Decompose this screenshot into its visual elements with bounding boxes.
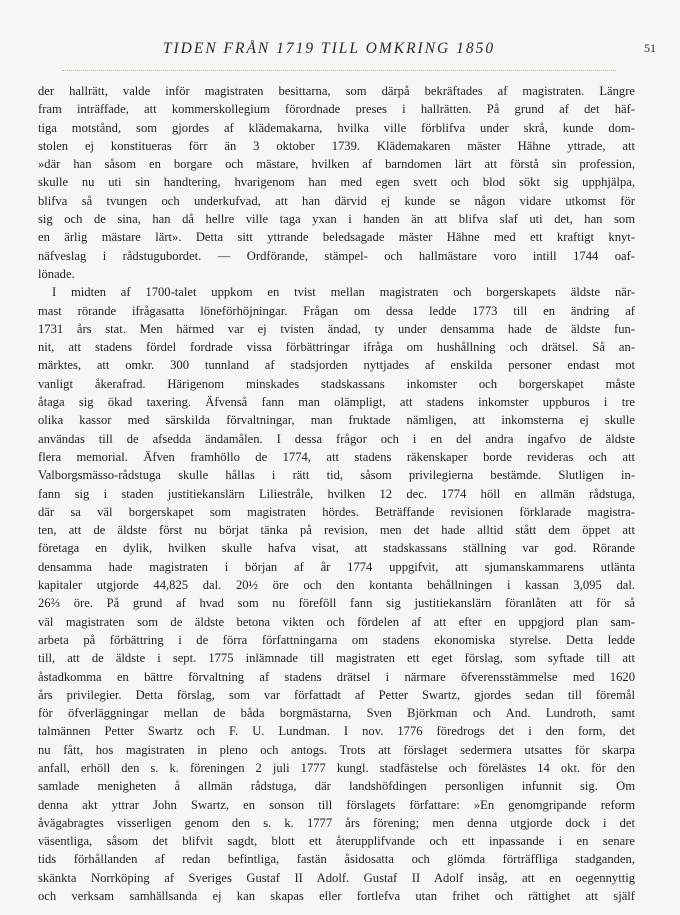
text-line: användas till de afsedda ändamålen. I dessa frågor och i en del andra ingafvo de äldste [38,431,635,446]
text-line: denna akt yttrar John Swartz, en sonson till förslagets författare: »En genomgripande reform [38,797,635,812]
text-line: näfveslag i rådstugubordet. — Ordförande, stämpel- och hallmästare voro intill 1744 oaf- [38,248,635,263]
text-line: skänkta Norrköping af Sveriges Gustaf II Adolf. Gustaf II Adolf insåg, att en oegennyttig [38,870,635,885]
text-line: för öfverläggningar mellan de båda borgmästarna, Sven Björkman och And. Lundroth, samt [38,706,635,721]
page-header [28,40,656,62]
text-line: Valborgsmässo-rådstuga skulle hållas i rätt tid, såsom privilegierna bestämde. Slutligen in- [38,468,635,483]
text-line: och verksam samhällsanda ej kan skapas eller fortlefva utan frihet och rättighet att själf [38,889,635,904]
text-line: fann sig i staden justitiekanslärn Liliestråle, hvilken 12 dec. 1774 höll en allmän rådstuga, [38,486,635,501]
text-line: väl magistraten som de äldste betona vikten och fördelen af att efter en uppgjord plan sam- [38,614,635,629]
header-rule [62,70,616,71]
text-line: års privilegier. Detta förslag, som var författadt af Petter Swartz, gjordes sedan till föremål [38,687,635,702]
text-line: till, att de äldste i sept. 1775 inlämnade till magistraten ett eget förslag, som syftade till att [38,651,635,666]
text-line: märktes, att omkr. 300 tunnland af stadsjorden nyttjades af enskilda personer endast mot [38,358,635,373]
paragraph-first-line: I midten af 1700-talet uppkom en tvist mellan magistraten och borgerskapets äldste när- [52,285,635,300]
text-line: väsentliga, såsom det blifvit sagdt, blott ett återupplifvande och ett inpassande i en senare [38,834,635,849]
text-line: stolen ej konstitueras förr än 3 oktober 1739. Klädemakaren mäster Hähne yttrade, att [38,138,635,153]
text-line: talmännen Petter Swartz och F. U. Lundman. I nov. 1776 föredrogs det i den form, det [38,724,635,739]
text-line: ten, att de äldste först nu börjat tänka på revision, men det hade alltid stått dem öppet att [38,523,635,538]
text-line: skulle nu uti sin handtering, hvarigenom han med egen svett och blod sökt sig upphjälpa, [38,175,635,190]
text-line: arbeta på förbättring i de förra författningarna om stadens ekonomiska styrelse. Detta ledde [38,632,635,647]
text-line: åstadkomma en bättre förvaltning af stadens drätsel i närmare öfverensstämmelse med 1620 [38,669,635,684]
text-line: fram inträffade, att kommerskollegium förordnade preses i hallrätten. På grund af det häf- [38,102,635,117]
text-line: lönade. [38,266,75,281]
page-number: 51 [644,41,656,55]
text-line: der hallrätt, valde inför magistraten besittarna, som därpå bekräftades af magistraten. Längre [38,84,635,98]
text-line: olika kassor med särskilda förvaltningar, man fruktade nämligen, att inkomsterna ej skulle [38,413,635,428]
text-line: blifva så tvungen och underkufvad, att han därvid ej kunde se någon vidare utkomst för [38,193,635,208]
text-line: företaga en dylik, hvilken skulle hafva visat, att stadskassans ställning var god. Rörande [38,541,635,556]
text-line: åtaga sig ökad taxering. Äfvenså fann man olämpligt, att stadens inkomster uppburos i tre [38,395,635,410]
text-line: mast rörande ifrågasatta löneförhöjningar. Frågan om dessa ledde 1773 till en ändring af [38,303,635,318]
text-line: densamma hade magistraten i början af år 1774 uppgifvit, att sjumanskammarens utlänta [38,559,635,574]
body-text [38,82,635,905]
text-line: »där han såsom en borgare och mästare, hvilken af barndomen lärt att förstå sin profession, [38,157,635,172]
running-head: TIDEN FRÅN 1719 TILL OMKRING 1850 [162,40,496,57]
text-line: 26⅔ öre. På grund af hvad som nu föreföll fann sig justitiekanslärn föranlåten att för så [38,596,635,611]
text-line: tids förhållanden af redan befintliga, fastän åsidosatta och glömda förträffliga stadganden, [38,852,635,867]
text-line: nit, att stadens fördel fordrade vissa förbättringar ifråga om hushållning och drätsel. Så an- [38,340,635,355]
text-line: vanligt åkerafrad. Härigenom minskades stadskassans inkomster och borgerskapet måste [38,376,635,391]
text-line: åvägabragtes visserligen genom den s. k. 1777 års förening; men denna utgjorde dock i det [38,815,635,830]
text-line: flera memorial. Äfven framhöllo de 1774, att stadens räkenskaper borde revideras och att [38,449,635,464]
text-line: sig och de sina, han då hellre ville taga yxan i handen än att blifva slaf uti det, han som [38,212,635,227]
text-line: en ärlig mästare lärt». Detta sitt yttrande beledsagade mäster Hähne med ett kraftigt knyt- [38,230,635,245]
text-line: nu fått, hos magistraten in pleno och antogs. Trots att förslaget sedermera utsattes för skarpa [38,742,635,757]
text-line: anfall, erhöll den s. k. föreningen 2 juli 1777 kungl. stadfästelse och förelästes 14 okt. för den [38,760,635,775]
text-line: 1731 års stat. Men härmed var ej tvisten ändad, ty under densamma hade de äldste fun- [38,321,635,336]
text-line: tiga motstånd, som gjordes af klädemakarna, hvilka ville förblifva under skrå, kunde dom- [38,120,635,135]
text-line: kapitaler utgjorde 44,825 dal. 20½ öre och den kontanta behållningen i kassan 3,095 dal. [38,578,635,593]
text-line: där sa väl borgerskapet som magistraten hördes. Beträffande revisionen förklarade magistra- [38,504,635,519]
text-line: samlade menigheten å allmän rådstuga, där landshöfdingen personligen infunnit sig. Om [38,779,635,794]
